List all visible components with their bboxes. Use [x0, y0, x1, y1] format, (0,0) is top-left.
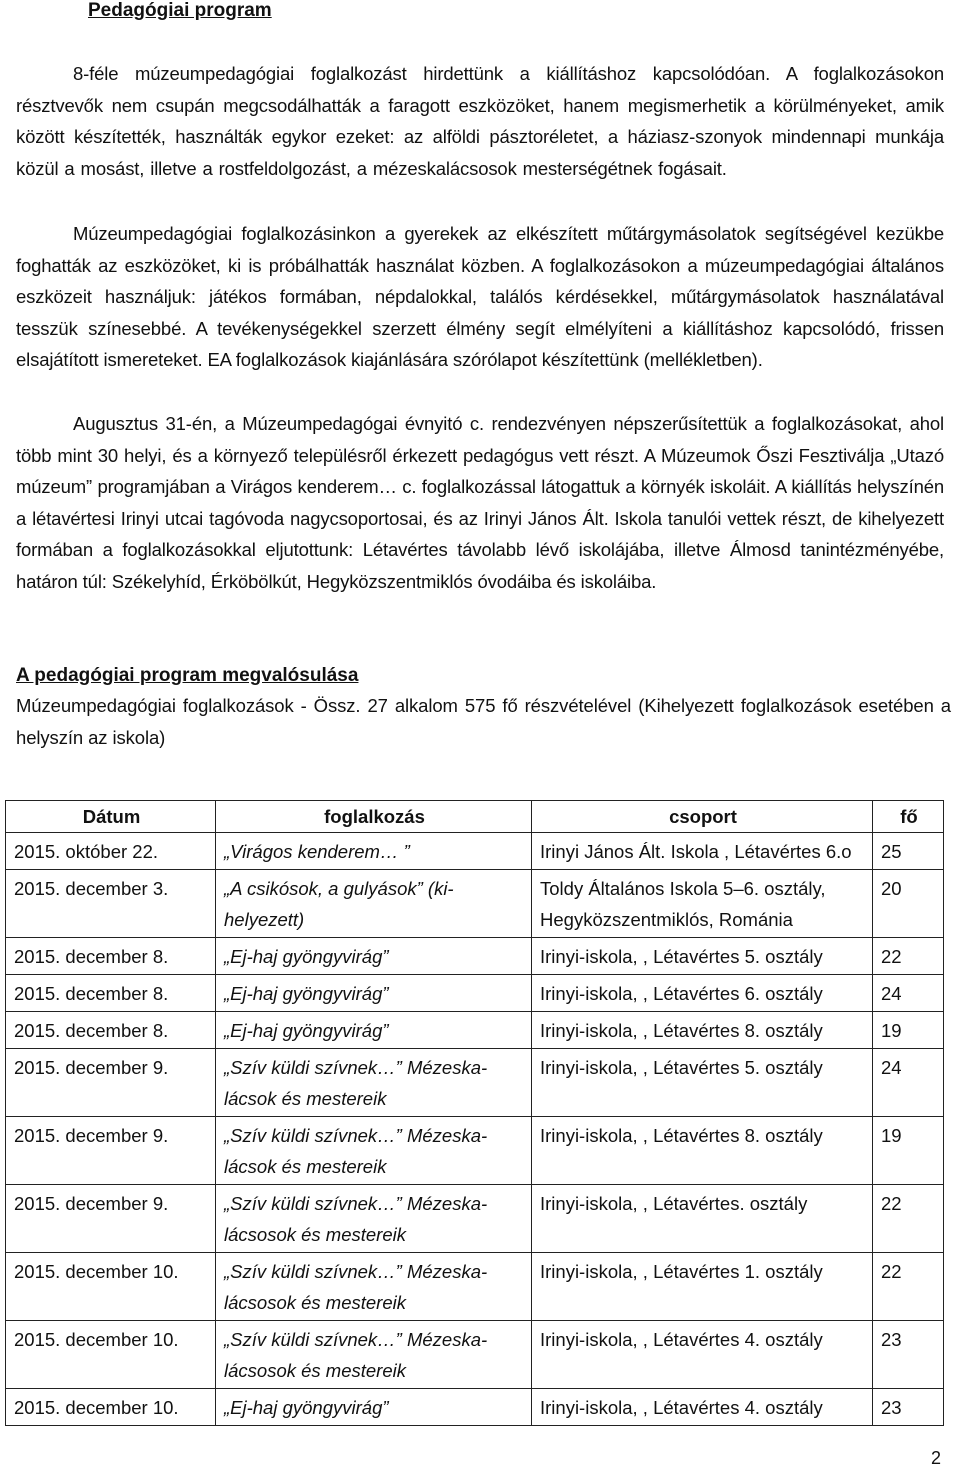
cell-session: „Virágos kenderem… ” — [216, 833, 532, 870]
table-body — [6, 833, 944, 1426]
page-number: 2 — [931, 1448, 942, 1468]
table-row — [6, 1117, 944, 1185]
cell-date: 2015. december 9. — [6, 1117, 216, 1185]
cell-date: 2015. december 8. — [6, 975, 216, 1012]
table-row — [6, 870, 944, 938]
cell-count: 22 — [873, 938, 944, 975]
cell-count: 25 — [873, 833, 944, 870]
cell-date: 2015. december 10. — [6, 1253, 216, 1321]
cell-group: Irinyi-iskola, , Létavértes 4. osztály — [532, 1389, 873, 1426]
cell-group: Irinyi-iskola, , Létavértes 5. osztály — [532, 938, 873, 975]
cell-count: 19 — [873, 1012, 944, 1049]
paragraph-intro-text: 8-féle múzeumpedagógiai foglalkozást hirdettünk a kiállításhoz kapcsolódóan. A foglalkozásokon résztvevők nem csupán megcsodálhatták a faragott eszközöket, hanem megismerhetik a körülményeket, amik között készítették, használták egykor ezeket: az alföldi pásztoréletet, a háziasz-szonyok mindennapi munkája közül a mosást, illetve a rostfeldolgozást, a mézeskalácsosok mesterségétnek fogásait. — [16, 63, 944, 179]
cell-session: „Szív küldi szívnek…” Mézeska-lácsok és mestereik — [216, 1049, 532, 1117]
cell-count: 22 — [873, 1185, 944, 1253]
cell-count: 24 — [873, 1049, 944, 1117]
cell-group: Irinyi-iskola, , Létavértes 4. osztály — [532, 1321, 873, 1389]
section-title: Pedagógiai program — [88, 0, 272, 21]
cell-count: 22 — [873, 1253, 944, 1321]
cell-group: Irinyi-iskola, , Létavértes 1. osztály — [532, 1253, 873, 1321]
cell-group: Irinyi-iskola, , Létavértes 5. osztály — [532, 1049, 873, 1117]
cell-session: „A csikósok, a gulyások” (ki-helyezett) — [216, 870, 532, 938]
cell-session: „Szív küldi szívnek…” Mézeska-lácsok és mestereik — [216, 1117, 532, 1185]
paragraph-outreach — [16, 408, 944, 598]
cell-date: 2015. december 9. — [6, 1185, 216, 1253]
cell-group: Irinyi-iskola, , Létavértes 8. osztály — [532, 1117, 873, 1185]
cell-date: 2015. december 8. — [6, 938, 216, 975]
cell-group: Irinyi János Ált. Iskola , Létavértes 6.o — [532, 833, 873, 870]
cell-count: 23 — [873, 1389, 944, 1426]
table-row — [6, 975, 944, 1012]
cell-session: „Szív küldi szívnek…” Mézeska-lácsosok és mestereik — [216, 1321, 532, 1389]
table-row — [6, 1321, 944, 1389]
cell-group: Irinyi-iskola, , Létavértes. osztály — [532, 1185, 873, 1253]
cell-session: „Ej-haj gyöngyvirág” — [216, 1389, 532, 1426]
table-row — [6, 1185, 944, 1253]
cell-session: „Szív küldi szívnek…” Mézeska-lácsosok és mestereik — [216, 1185, 532, 1253]
paragraph-summary: Múzeumpedagógiai foglalkozások - Össz. 27 alkalom 575 fő részvételével (Kihelyezett foglalkozások esetében a helyszín az iskola) — [16, 695, 951, 748]
sessions-table — [5, 800, 944, 1426]
cell-date: 2015. december 10. — [6, 1389, 216, 1426]
cell-date: 2015. december 10. — [6, 1321, 216, 1389]
paragraph-outreach-text: Augusztus 31-én, a Múzeumpedagógai évnyitó c. rendezvényen népszerűsítettük a foglalkozásokat, ahol több mint 30 helyi, és a környező településről érkezett pedagógus vett részt. A Múzeumok Őszi Fesztiválja „Utazó múzeum” programjában a Virágos kenderem… c. foglalkozással látogattuk a környék iskoláit. A kiállítás helyszínén a létavértesi Irinyi utcai tagóvoda nagycsoportosai, és az Irinyi János Ált. Iskola tanulói vettek részt, de kihelyezett formában a foglalkozásokkal eljutottunk: Létavértes távolabb lévő iskolájába, illetve Álmosd tanintézményébe, határon túl: Székelyhíd, Érköbölkút, Hegyközszentmiklós óvodáiba és iskoláiba. — [16, 413, 944, 592]
cell-group: Irinyi-iskola, , Létavértes 6. osztály — [532, 975, 873, 1012]
cell-count: 19 — [873, 1117, 944, 1185]
cell-session: „Szív küldi szívnek…” Mézeska-lácsosok és mestereik — [216, 1253, 532, 1321]
paragraph-methods-text: Múzeumpedagógiai foglalkozásinkon a gyerekek az elkészített műtárgymásolatok segítségével kezükbe foghatták az eszközöket, ki is próbálhatták használat közben. A foglalkozásokon a múzeumpedagógiai általános eszközeit használjuk: játékos formában, népdalokkal, találós kérdésekkel, műtárgymásolatok használatával tesszük színesebbé. A tevékenységekkel szerzett élmény segít elmélyíteni a kiállításhoz kapcsolódó, frissen elsajátított ismereteket. EA foglalkozások kiajánlására szórólapot készítettünk (mellékletben). — [16, 223, 944, 371]
table-row — [6, 1012, 944, 1049]
paragraph-methods — [16, 218, 944, 376]
cell-count: 24 — [873, 975, 944, 1012]
table-row — [6, 1049, 944, 1117]
table-header-cell: foglalkozás — [216, 801, 532, 833]
cell-count: 20 — [873, 870, 944, 938]
cell-count: 23 — [873, 1321, 944, 1389]
cell-date: 2015. október 22. — [6, 833, 216, 870]
table-header-row — [6, 801, 944, 833]
table-row — [6, 1389, 944, 1426]
table-header-cell: Dátum — [6, 801, 216, 833]
cell-session: „Ej-haj gyöngyvirág” — [216, 975, 532, 1012]
cell-session: „Ej-haj gyöngyvirág” — [216, 938, 532, 975]
table-header-cell: fő — [873, 801, 944, 833]
table-row — [6, 938, 944, 975]
cell-session: „Ej-haj gyöngyvirág” — [216, 1012, 532, 1049]
table-header-cell: csoport — [532, 801, 873, 833]
section-title-2: A pedagógiai program megvalósulása — [16, 665, 359, 686]
table-row — [6, 833, 944, 870]
cell-date: 2015. december 8. — [6, 1012, 216, 1049]
cell-date: 2015. december 9. — [6, 1049, 216, 1117]
cell-group: Irinyi-iskola, , Létavértes 8. osztály — [532, 1012, 873, 1049]
cell-group: Toldy Általános Iskola 5–6. osztály, Hegyközszentmiklós, Románia — [532, 870, 873, 938]
table-row — [6, 1253, 944, 1321]
cell-date: 2015. december 3. — [6, 870, 216, 938]
paragraph-intro — [16, 58, 944, 184]
